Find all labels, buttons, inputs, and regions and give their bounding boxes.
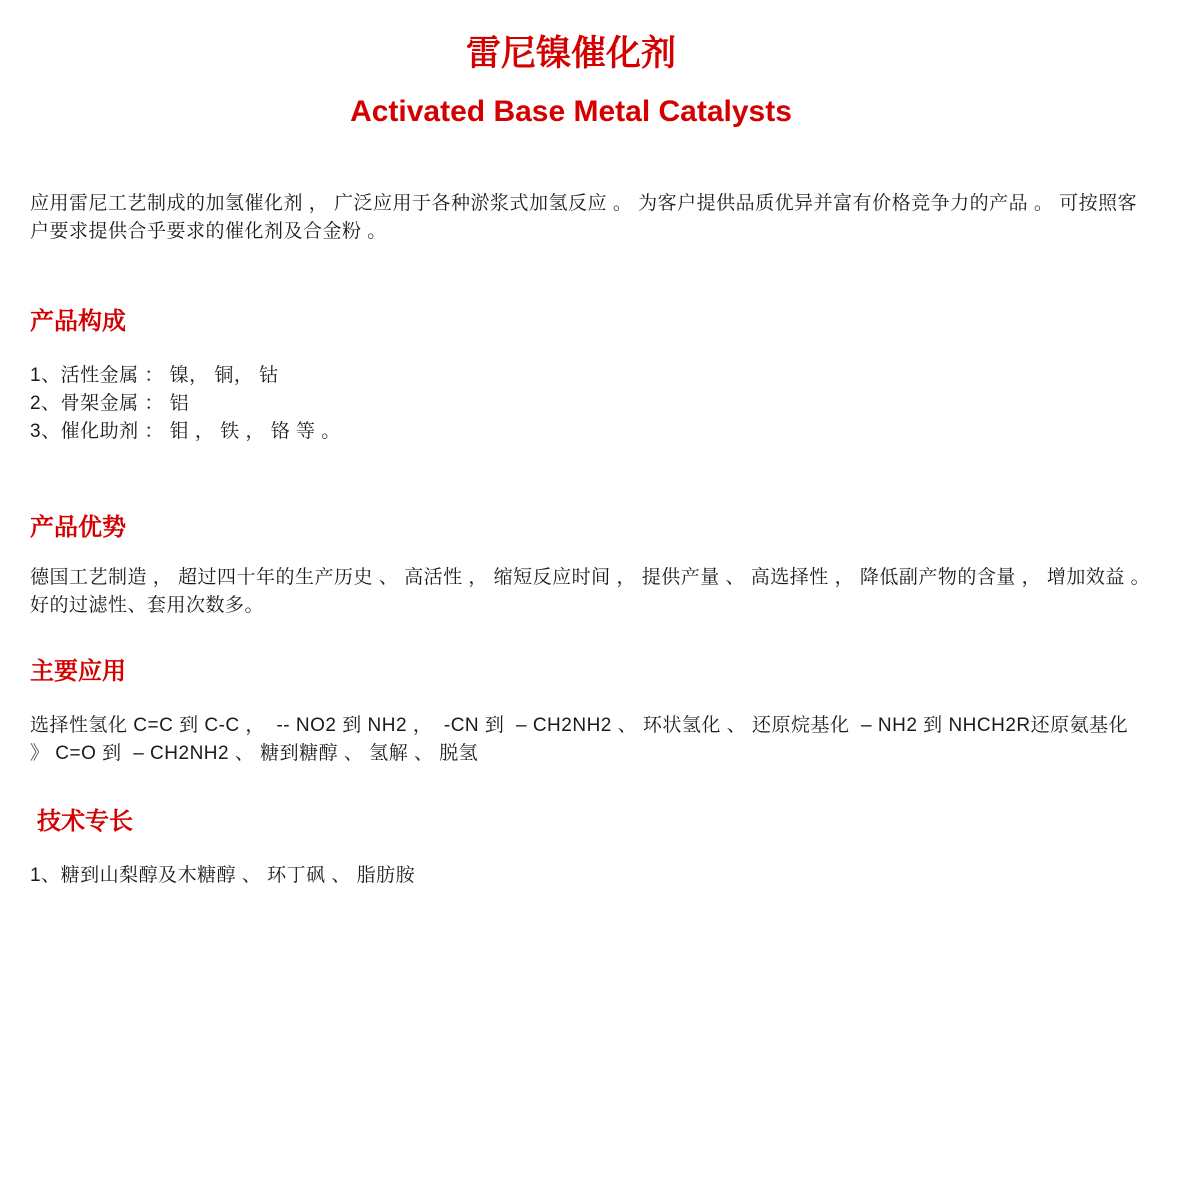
section-heading-product-advantages: 产品优势: [30, 514, 126, 542]
section-heading-technical-expertise: 技术专长: [37, 808, 133, 836]
section-heading-product-composition: 产品构成: [30, 308, 126, 336]
main-applications-paragraph: 选择性氢化 C=C 到 C-C ， -- NO2 到 NH2 ， -CN 到 – CH2NH2 、 环状氢化 、 还原烷基化 – NH2 到 NHCH2R还原氨基化 》 C=O 到 – CH2NH2 、 糖到糖醇 、 氢解 、 脱氢: [30, 715, 1134, 765]
list-item-promoters: 3、催化助剂 ： 钼 ， 铁 ， 铬 等 。: [30, 421, 341, 443]
product-composition-list: [30, 362, 1152, 446]
section-technical-expertise: [30, 808, 1152, 890]
page-subtitle: Activated Base Metal Catalysts: [350, 95, 792, 129]
list-item-active-metals: 1、活性金属 ： 镍， 铜， 钴: [30, 365, 279, 387]
section-product-advantages: [30, 514, 1156, 620]
intro-paragraph: 应用雷尼工艺制成的加氢催化剂 ， 广泛应用于各种淤浆式加氢反应 。 为客户提供品质优异并富有价格竞争力的产品 。 可按照客户要求提供合乎要求的催化剂及合金粉 。: [30, 193, 1138, 243]
list-item-expertise: 1、糖到山梨醇及木糖醇 、 环丁砜 、 脂肪胺: [30, 865, 416, 887]
list-item-skeleton-metal: 2、骨架金属 ： 铝: [30, 393, 190, 415]
document-header: [30, 34, 1152, 128]
section-product-composition: [30, 308, 1152, 446]
technical-expertise-list: [30, 862, 1152, 890]
section-main-applications: [30, 658, 1152, 768]
product-advantages-paragraph: 德国工艺制造 ， 超过四十年的生产历史 、 高活性 ， 缩短反应时间 ， 提供产量 、 高选择性 ， 降低副产物的含量 ， 增加效益 。 好的过滤性、套用次数多。: [30, 567, 1156, 617]
page-title: 雷尼镍催化剂: [465, 34, 676, 73]
section-heading-main-applications: 主要应用: [30, 658, 126, 686]
